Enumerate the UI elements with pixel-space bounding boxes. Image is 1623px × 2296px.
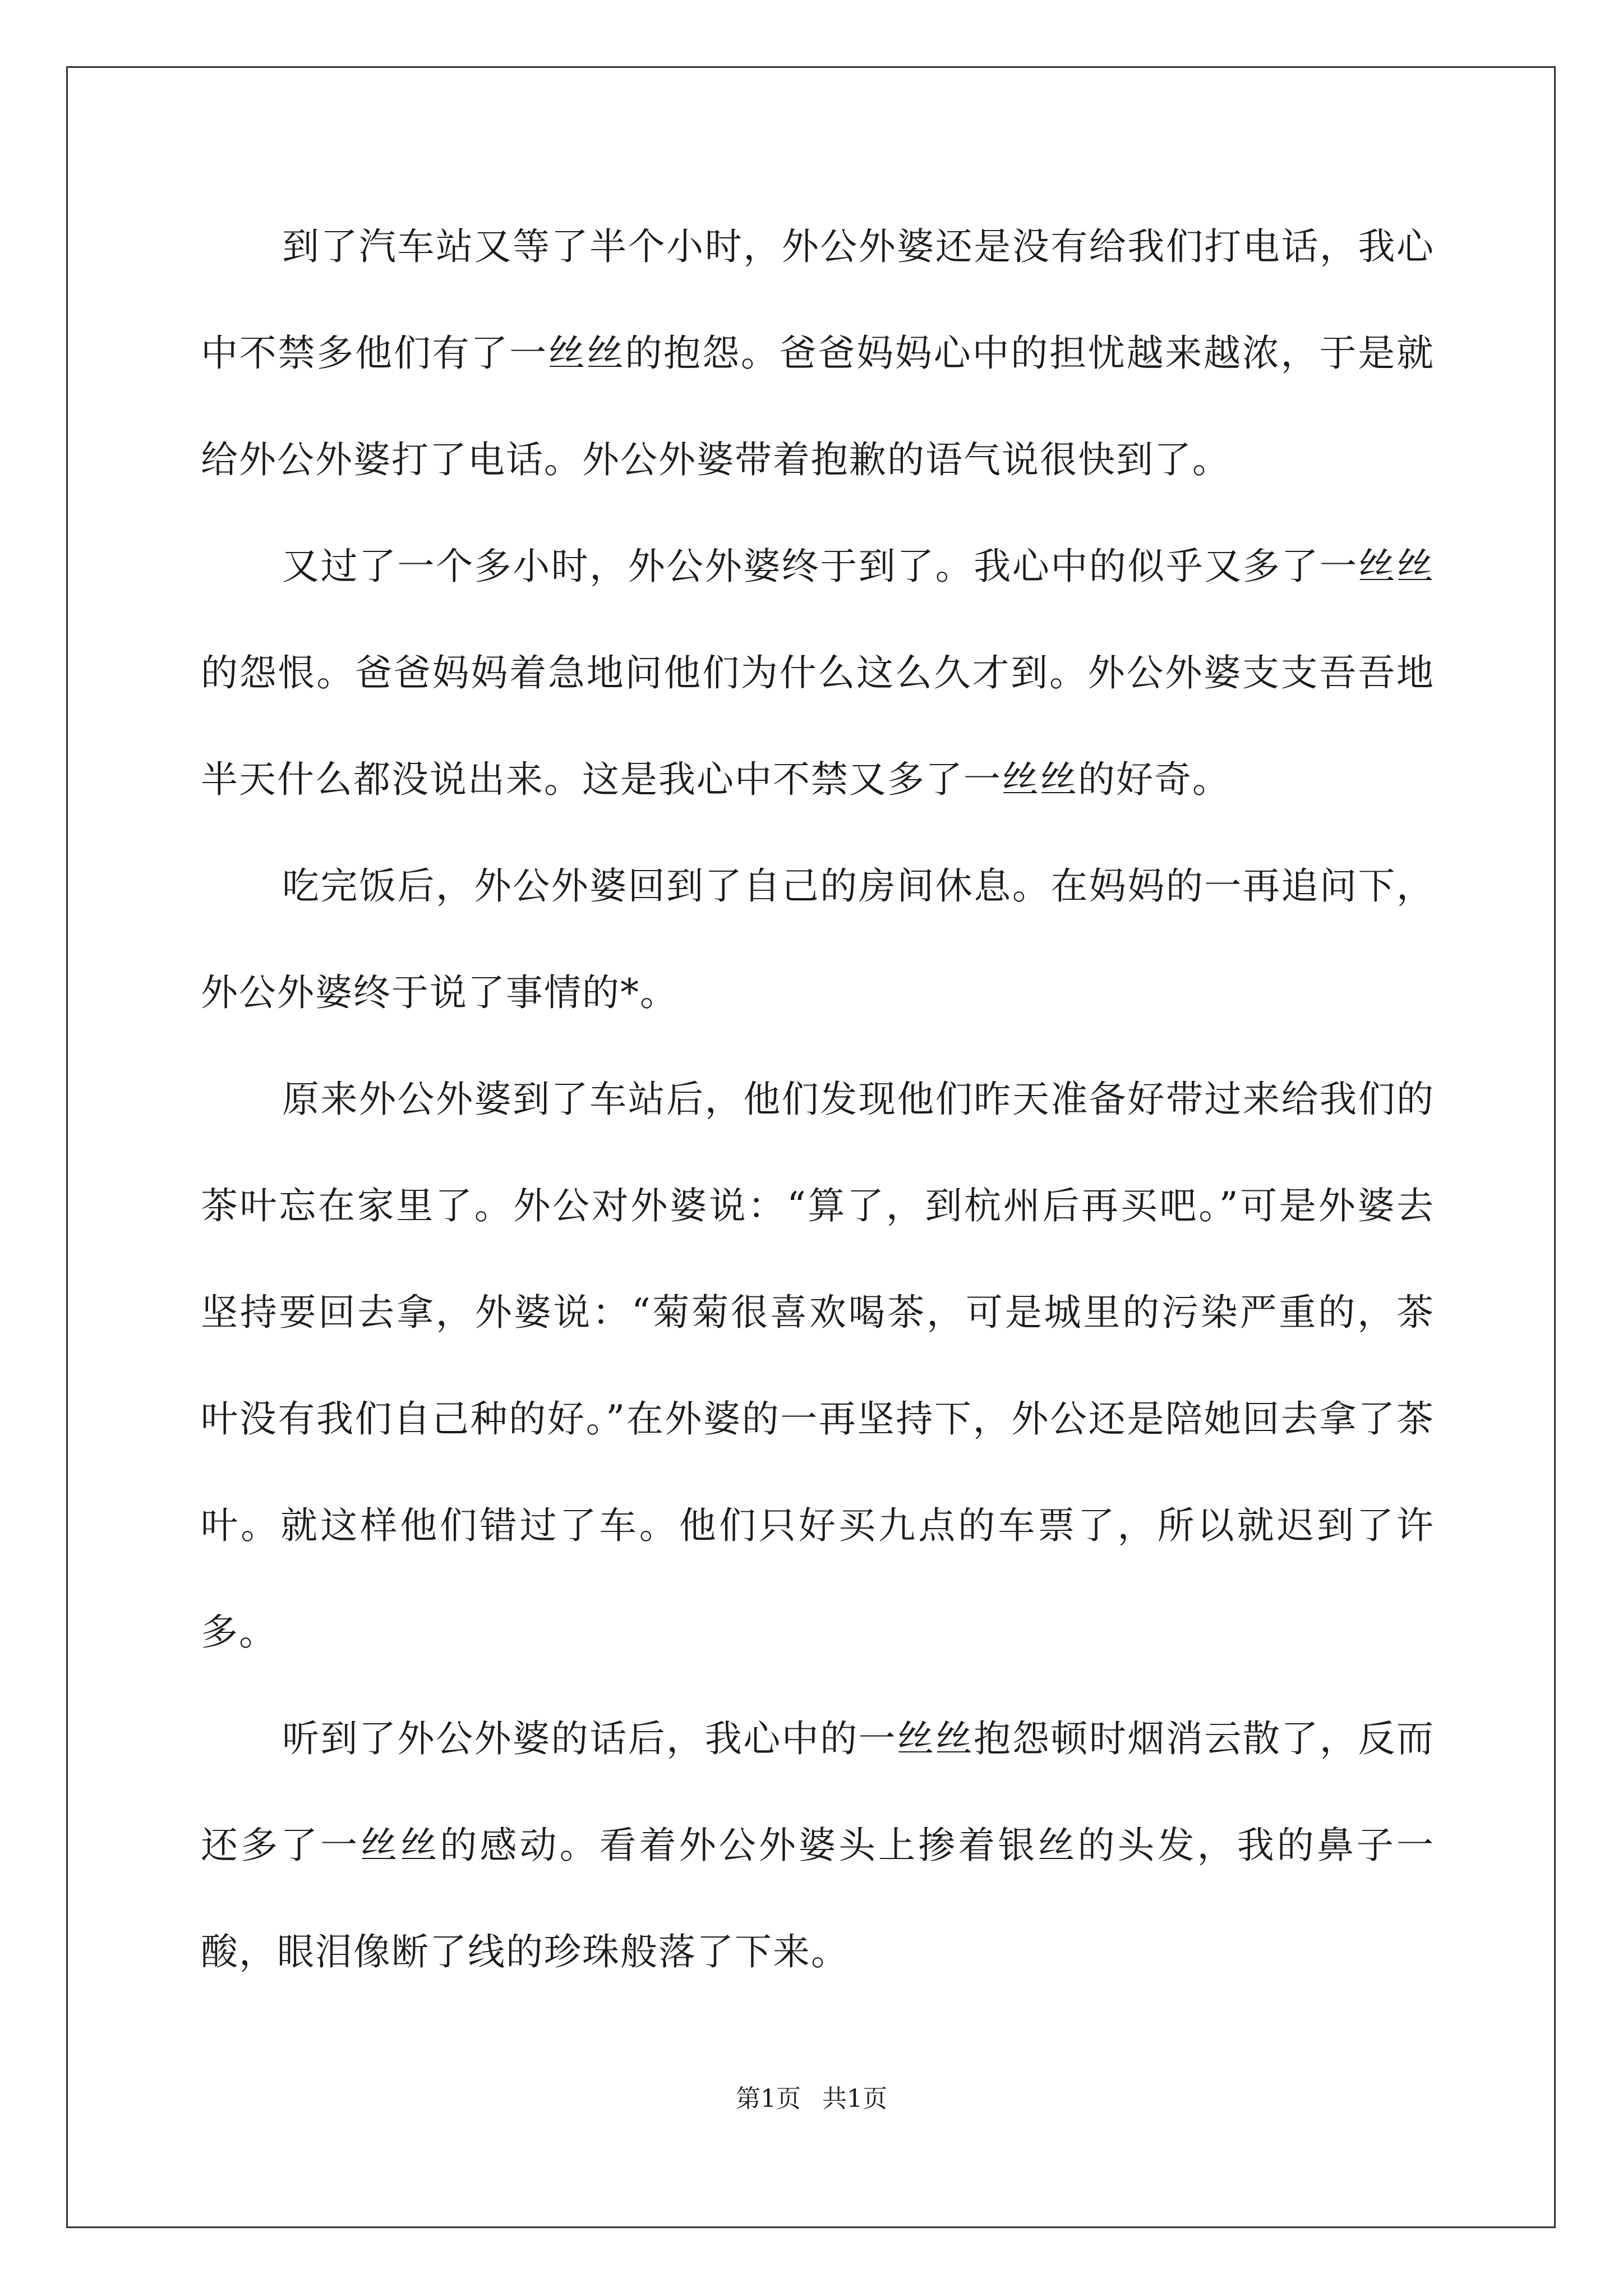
paragraph-2: 又过了一个多小时，外公外婆终于到了。我心中的似乎又多了一丝丝的怨恨。爸爸妈妈着急地问他们为什么这么久才到。外公外婆支支吾吾地半天什么都没说出来。这是我心中不禁又多了一丝丝的好奇。	[201, 545, 1435, 801]
paragraph-3: 吃完饭后，外公外婆回到了自己的房间休息。在妈妈的一再追问下，外公外婆终于说了事情的*。	[201, 864, 1435, 1014]
page-total: 共1页	[822, 2085, 887, 2113]
paragraph-4: 原来外公外婆到了车站后，他们发现他们昨天准备好带过来给我们的茶叶忘在家里了。外公对外婆说：“算了，到杭州后再买吧。”可是外婆去坚持要回去拿，外婆说：“菊菊很喜欢喝茶，可是城里的污染严重的，茶叶没有我们自己种的好。”在外婆的一再坚持下，外公还是陪她回去拿了茶叶。就这样他们错过了车。他们只好买九点的车票了，所以就迟到了许多。	[201, 1078, 1435, 1654]
document-body	[201, 194, 1435, 2005]
paragraph-1: 到了汽车站又等了半个小时，外公外婆还是没有给我们打电话，我心中不禁多他们有了一丝丝的抱怨。爸爸妈妈心中的担忧越来越浓，于是就给外公外婆打了电话。外公外婆带着抱歉的语气说很快到了。	[201, 225, 1435, 481]
paragraph-5: 听到了外公外婆的话后，我心中的一丝丝抱怨顿时烟消云散了，反而还多了一丝丝的感动。看着外公外婆头上掺着银丝的头发，我的鼻子一酸，眼泪像断了线的珍珠般落了下来。	[201, 1717, 1435, 1973]
page-number: 第1页	[736, 2085, 801, 2113]
page-footer	[0, 2082, 1623, 2116]
